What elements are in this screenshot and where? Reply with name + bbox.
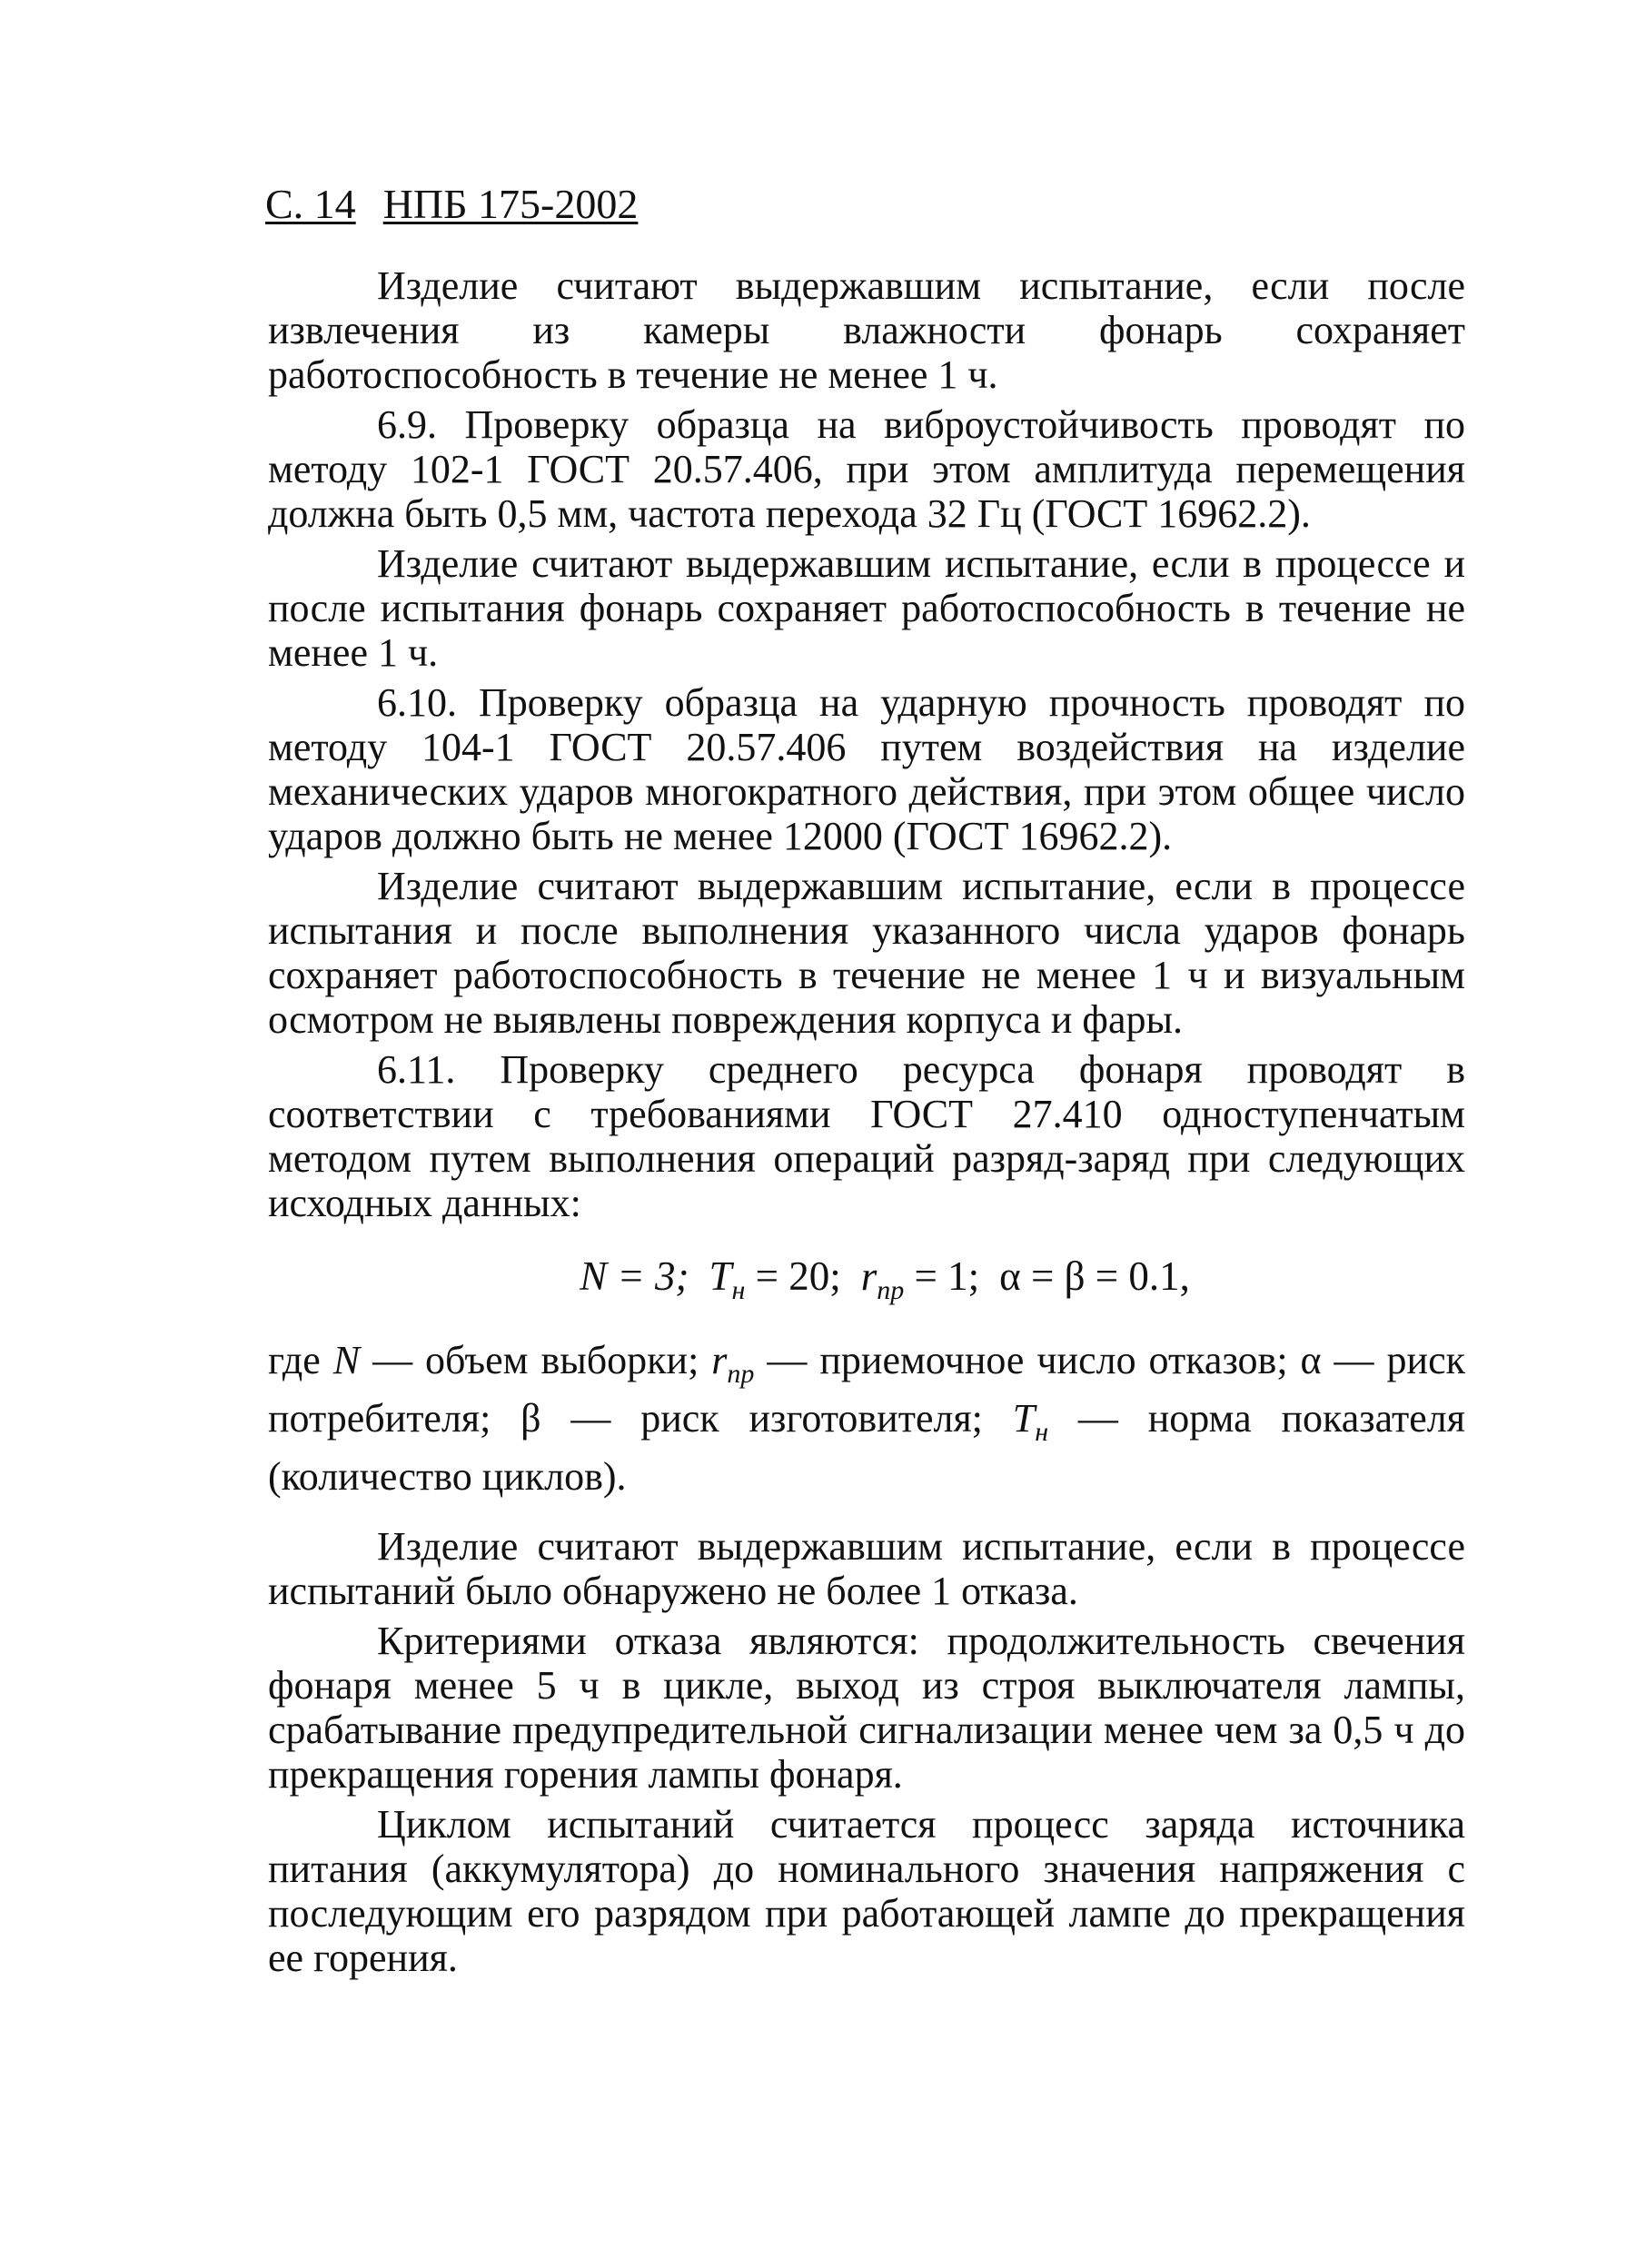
paragraph-failure-criteria: Критериями отказа являются: продолжительность свечения фонаря менее 5 ч в цикле, выход из строя выключателя лампы, срабатывание предупредительной сигнализации менее чем за 0,5 ч до прекращения горения лампы фонаря. bbox=[268, 1618, 1465, 1797]
formula-n: N = 3; bbox=[580, 1253, 689, 1299]
formula-t-subscript: н bbox=[731, 1275, 746, 1305]
formula-alpha-beta: α = β = 0.1, bbox=[999, 1253, 1190, 1299]
paragraph: Изделие считают выдержавшим испытание, если в процессе и после испытания фонарь сохраняет работоспособность в течение не менее 1 ч. bbox=[268, 541, 1465, 675]
definition-n-text: — объем выборки; bbox=[360, 1338, 712, 1382]
paragraph: Изделие считают выдержавшим испытание, если в процессе испытаний было обнаружено не более 1 отказа. bbox=[268, 1523, 1465, 1613]
page-header bbox=[265, 183, 638, 225]
formula-r-value: = 1; bbox=[904, 1253, 980, 1299]
paragraph-test-cycle: Циклом испытаний считается процесс заряда источника питания (аккумулятора) до номинального значения напряжения с последующим его разрядом при работающей лампе до прекращения ее горения. bbox=[268, 1801, 1465, 1980]
paragraph: Изделие считают выдержавшим испытание, если после извлечения из камеры влажности фонарь сохраняет работоспособность в течение не менее 1 ч. bbox=[268, 263, 1465, 397]
definition-t-text: — норма показателя (количество циклов). bbox=[268, 1395, 1465, 1499]
formula-t-value: = 20; bbox=[745, 1253, 841, 1299]
definitions-paragraph bbox=[268, 1338, 1465, 1499]
definition-n-symbol: N bbox=[332, 1338, 361, 1382]
paragraph: Изделие считают выдержавшим испытание, если в процессе испытания и после выполнения указанного числа ударов фонарь сохраняет работоспособность в течение не менее 1 ч и визуальным осмотром не выявлены повреждения корпуса и фары. bbox=[268, 864, 1465, 1042]
paragraph-6-11: 6.11. Проверку среднего ресурса фонаря проводят в соответствии с требованиями ГОСТ 27.410 одноступенчатым методом путем выполнения операций разряд-заряд при следующих исходных данных: bbox=[268, 1047, 1465, 1225]
document-code: НПБ 175-2002 bbox=[382, 181, 639, 227]
definition-r-text: — приемочное число отказов; α — риск потребителя; β — риск изготовителя; bbox=[268, 1338, 1465, 1441]
definition-r-symbol: r bbox=[711, 1338, 728, 1382]
page-number: С. 14 bbox=[265, 181, 356, 227]
formula-t-symbol: T bbox=[709, 1253, 732, 1299]
definition-t-symbol: T bbox=[1012, 1395, 1036, 1441]
definition-r-subscript: пр bbox=[727, 1358, 755, 1389]
paragraph-6-10: 6.10. Проверку образца на ударную прочность проводят по методу 104-1 ГОСТ 20.57.406 путем воздействия на изделие механических ударов многократного действия, при этом общее число ударов должно быть не менее 12000 (ГОСТ 16962.2). bbox=[268, 680, 1465, 858]
formula bbox=[268, 1254, 1465, 1312]
document-body bbox=[268, 263, 1465, 1980]
formula-r-subscript: пр bbox=[877, 1275, 905, 1305]
formula-r-symbol: r bbox=[860, 1253, 877, 1299]
definition-t-subscript: н bbox=[1035, 1416, 1049, 1447]
definition-where: где bbox=[268, 1338, 333, 1382]
paragraph-6-9: 6.9. Проверку образца на виброустойчивость проводят по методу 102-1 ГОСТ 20.57.406, при этом амплитуда перемещения должна быть 0,5 мм, частота перехода 32 Гц (ГОСТ 16962.2). bbox=[268, 402, 1465, 536]
